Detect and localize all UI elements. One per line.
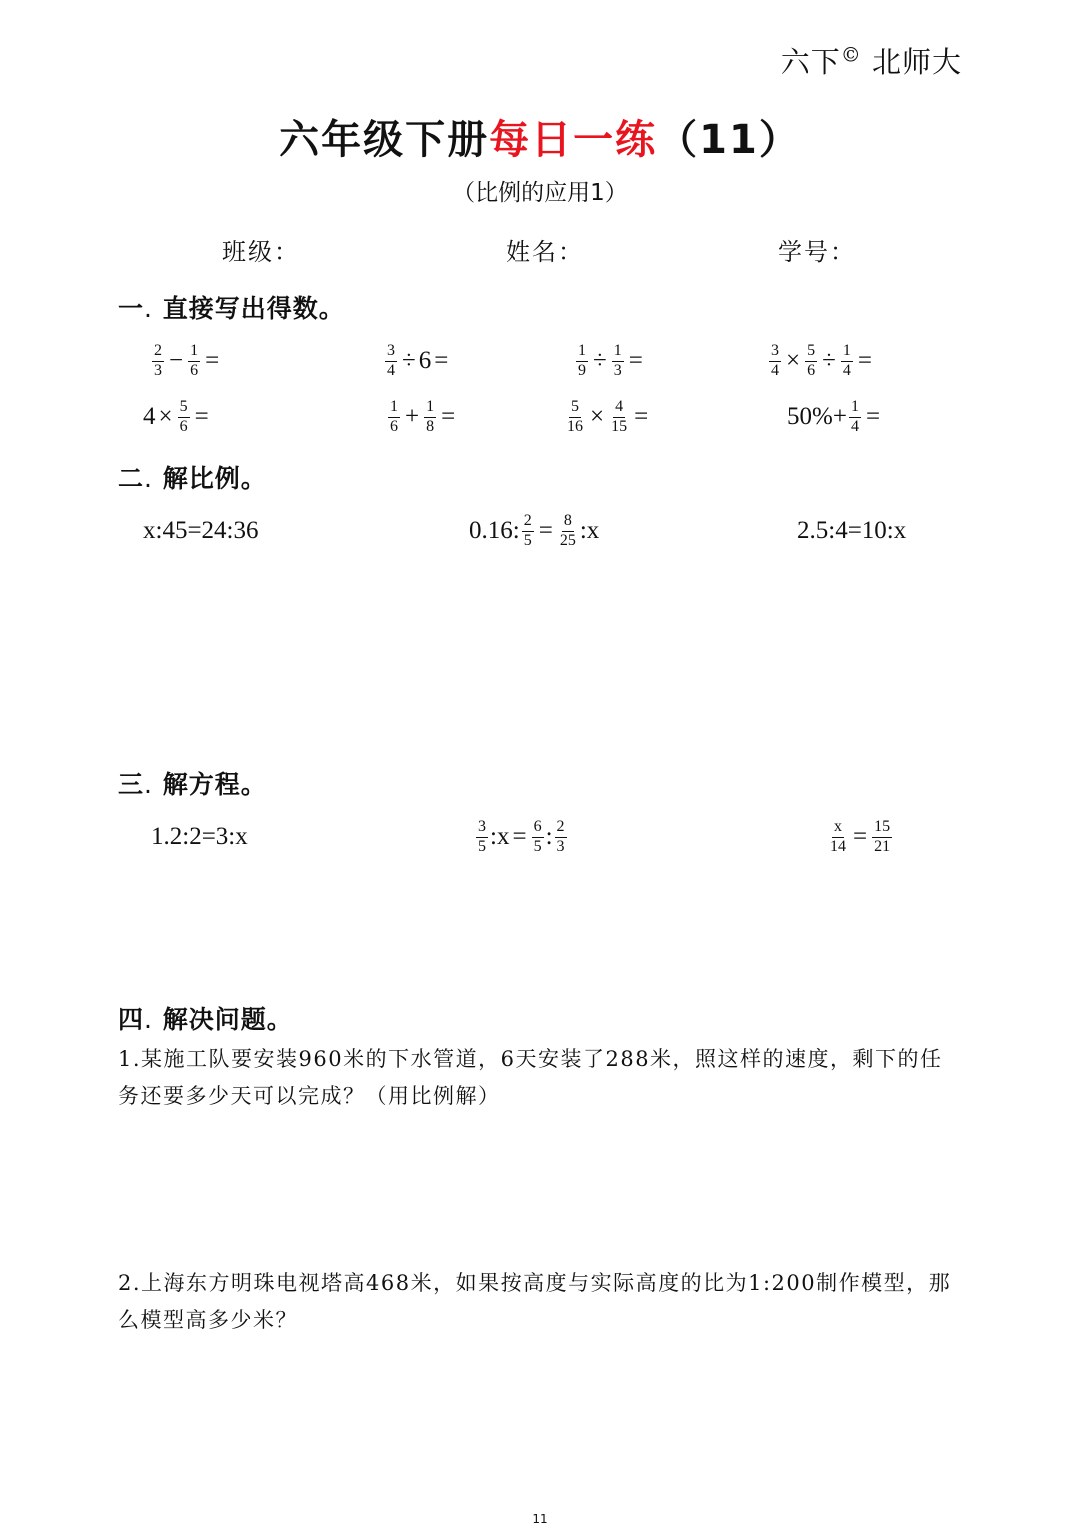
operand: 4 [143, 403, 156, 430]
page-title [0, 108, 1080, 165]
numerator: 1 [424, 399, 436, 418]
denominator: 16 [567, 417, 583, 435]
numerator: 2 [152, 343, 164, 362]
denominator: 14 [830, 837, 846, 855]
mental-q1 [150, 338, 222, 384]
numerator: 5 [178, 399, 190, 418]
section-4-heading [118, 1000, 293, 1036]
denominator: 6 [390, 417, 398, 435]
fraction [178, 399, 190, 436]
section-1-title: 直接写出得数。 [162, 294, 345, 323]
title-suffix: （11） [657, 117, 801, 163]
denominator: 5 [533, 837, 542, 855]
word-problem-2: 2.上海东方明珠电视塔高468米，如果按高度与实际高度的比为1:200制作模型，那么模型高多少米？ [118, 1271, 952, 1332]
operator: × [158, 403, 173, 430]
fraction [609, 399, 629, 436]
section-1-number: 一 [118, 294, 145, 323]
publisher-label: 北师大 [871, 45, 962, 79]
fraction [828, 819, 848, 856]
numerator: 8 [562, 513, 574, 532]
fraction [555, 819, 567, 856]
fraction [769, 343, 781, 380]
denominator: 5 [523, 531, 532, 549]
section-3-heading [118, 765, 267, 801]
numerator: 5 [805, 343, 817, 362]
operand: 50%+ [787, 403, 847, 430]
denominator: 5 [478, 837, 486, 855]
number-field-label: 学号： [778, 238, 856, 266]
equals-sign: = [634, 403, 649, 430]
operator: ÷ [822, 347, 836, 374]
equals-sign: = [194, 403, 209, 430]
denominator: 4 [842, 361, 851, 379]
equals-sign: = [538, 517, 553, 544]
fraction [849, 399, 861, 436]
numerator: 1 [849, 399, 861, 418]
denominator: 9 [578, 361, 586, 379]
equals-sign: = [441, 403, 456, 430]
denominator: 4 [387, 361, 395, 379]
numerator: 2 [522, 513, 534, 532]
section-1-heading [118, 289, 345, 325]
section-3-dot: . [144, 770, 153, 799]
fraction [576, 343, 588, 380]
fraction [385, 343, 397, 380]
class-field-label: 班级： [222, 238, 300, 266]
mental-q4 [767, 338, 875, 384]
fraction [841, 343, 853, 380]
equals-sign: = [628, 347, 643, 374]
equals-sign: = [205, 347, 220, 374]
grade-label: 六下 [780, 45, 841, 79]
section-2-dot: . [144, 464, 153, 493]
operator: ÷ [593, 347, 607, 374]
fraction [476, 819, 488, 856]
numerator: 5 [569, 399, 581, 418]
word-problem-1: 1.某施工队要安装960米的下水管道，6天安装了288米，照这样的速度，剩下的任务还要多少天可以完成？（用比例解） [118, 1047, 943, 1108]
numerator: 1 [188, 343, 200, 362]
copyright-mark: © [840, 42, 862, 67]
numerator: 3 [476, 819, 488, 838]
denominator: 3 [556, 837, 565, 855]
denominator: 3 [154, 361, 162, 379]
numerator: 1 [612, 343, 624, 362]
denominator: 3 [613, 361, 622, 379]
operator: × [786, 347, 801, 374]
page-subtitle: （比例的应用1） [452, 180, 628, 206]
numerator: 6 [532, 819, 544, 838]
name-field-label: 姓名： [506, 238, 584, 266]
equals-sign: = [865, 403, 881, 430]
fraction [532, 819, 544, 856]
fraction [558, 513, 578, 550]
section-4-number: 四 [118, 1005, 145, 1034]
fraction [388, 399, 400, 436]
section-4-title: 解决问题。 [162, 1005, 293, 1034]
equation-3 [826, 814, 894, 860]
mental-q7 [563, 394, 651, 440]
denominator: 6 [807, 361, 816, 379]
numerator: 1 [388, 399, 400, 418]
numerator: 2 [555, 819, 567, 838]
equals-sign: = [512, 823, 527, 850]
fraction [872, 819, 892, 856]
mental-q6 [386, 394, 458, 440]
denominator: 4 [850, 417, 859, 435]
page-header [781, 40, 962, 81]
numerator: 1 [576, 343, 588, 362]
section-4-dot: . [144, 1005, 153, 1034]
numerator: 4 [613, 399, 625, 418]
operator: × [590, 403, 605, 430]
denominator: 15 [611, 417, 628, 435]
section-3-title: 解方程。 [162, 770, 267, 799]
fraction [522, 513, 534, 550]
equals-sign: = [857, 347, 872, 374]
section-2-title: 解比例。 [162, 464, 267, 493]
fraction [188, 343, 200, 380]
denominator: 21 [874, 837, 891, 855]
fraction [424, 399, 436, 436]
operand: :x [579, 517, 600, 544]
operator: ÷ [402, 347, 416, 374]
mental-q2 [383, 338, 451, 384]
mental-q8 [787, 394, 883, 440]
numerator: x [832, 819, 844, 838]
denominator: 6 [179, 417, 188, 435]
section-2-heading [118, 459, 267, 495]
operand: :x [490, 823, 510, 850]
title-highlight: 每日一练 [489, 117, 658, 163]
colon: : [545, 823, 553, 850]
mental-q3 [574, 338, 646, 384]
equals-sign: = [434, 347, 449, 374]
numerator: 15 [872, 819, 892, 838]
section-3-number: 三 [118, 770, 145, 799]
section-2-number: 二 [118, 464, 145, 493]
proportion-2 [469, 508, 599, 554]
denominator: 6 [190, 361, 199, 379]
numerator: 3 [769, 343, 781, 362]
numerator: 1 [841, 343, 853, 362]
equation-1: 1.2:2=3:x [151, 823, 248, 850]
fraction [612, 343, 624, 380]
proportion-3: 2.5:4=10:x [797, 517, 907, 544]
numerator: 3 [385, 343, 397, 362]
denominator: 4 [771, 361, 779, 379]
page-number: 11 [532, 1512, 548, 1526]
denominator: 8 [426, 417, 435, 435]
fraction [565, 399, 585, 436]
denominator: 25 [559, 531, 576, 549]
proportion-1: x:45=24:36 [143, 517, 259, 544]
title-prefix: 六年级下册 [279, 117, 490, 163]
section-1-dot: . [144, 294, 153, 323]
fraction [152, 343, 164, 380]
equation-2 [474, 814, 569, 860]
operand: 6 [418, 347, 432, 374]
fraction [805, 343, 817, 380]
operand: 0.16: [469, 517, 520, 544]
equals-sign: = [853, 823, 868, 850]
operator: + [405, 403, 420, 430]
mental-q5 [143, 394, 212, 440]
operator: − [169, 347, 184, 374]
